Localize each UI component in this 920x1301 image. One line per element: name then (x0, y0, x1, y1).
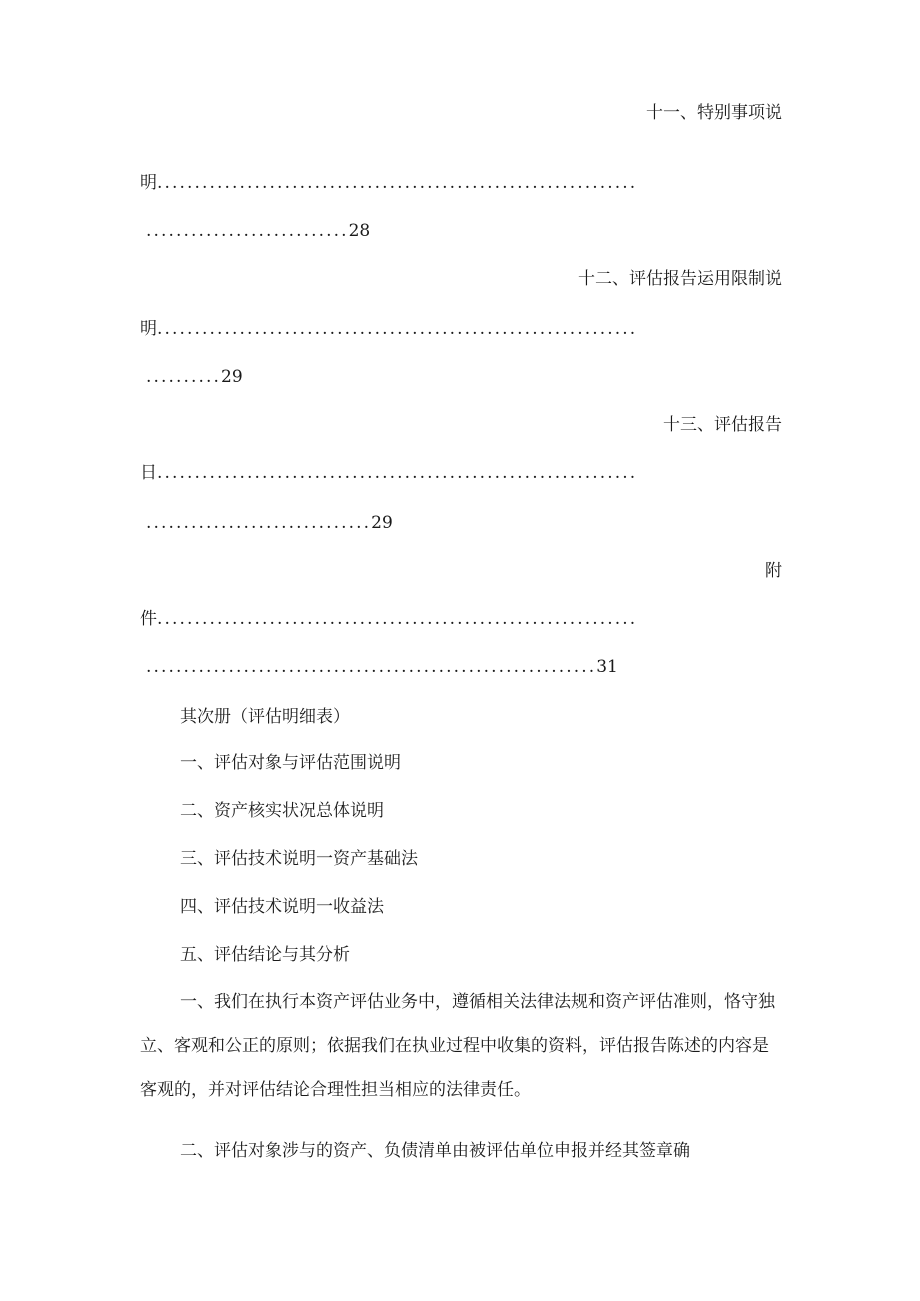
toc-item-13-page: 29 (371, 513, 393, 533)
volume2-item: 三、评估技术说明一资产基础法 (180, 849, 418, 869)
toc-item-11-cont: 明 (140, 173, 157, 193)
toc-item-11-page: 28 (348, 221, 371, 241)
toc-item-11-dots1: ................................................................ (157, 173, 638, 193)
toc-attachment-dots2: ............................................................ (146, 657, 597, 677)
toc-item-12-page: 29 (221, 367, 243, 387)
toc-attachment-leader-line1 (140, 608, 637, 630)
toc-item-13-leader-line1 (140, 462, 637, 484)
statement-paragraph-2: 二、评估对象涉与的资产、负债清单由被评估单位申报并经其签章确 (180, 1141, 690, 1161)
volume2-item: 四、评估技术说明一收益法 (180, 897, 384, 917)
toc-item-13-leader-line2 (146, 512, 393, 534)
toc-item-11-leader-line2 (146, 220, 370, 242)
toc-item-13-title: 十三、评估报告 (663, 415, 782, 435)
toc-attachment-cont: 件 (140, 609, 157, 629)
toc-item-12-leader-line2 (146, 366, 243, 388)
volume2-item: 五、评估结论与其分析 (180, 945, 350, 965)
toc-item-13-dots1: ................................................................ (157, 463, 638, 483)
volume2-heading: 其次册（评估明细表） (180, 707, 350, 727)
toc-item-12-title: 十二、评估报告运用限制说 (578, 269, 782, 289)
toc-item-12-dots2: .......... (146, 367, 222, 387)
volume2-item: 二、资产核实状况总体说明 (180, 801, 384, 821)
toc-item-13-dots2: .............................. (146, 513, 372, 533)
toc-item-11-title: 十一、特别事项说 (646, 103, 782, 123)
toc-attachment-dots1: ................................................................ (157, 609, 638, 629)
toc-item-12-dots1: ................................................................ (157, 319, 638, 339)
toc-item-12-leader-line1 (140, 318, 637, 340)
toc-attachment-page: 31 (596, 657, 618, 677)
toc-item-12-cont: 明 (140, 319, 157, 339)
toc-attachment-leader-line2 (146, 656, 618, 678)
volume2-item: 一、评估对象与评估范围说明 (180, 753, 401, 773)
toc-attachment-title: 附 (765, 561, 782, 581)
toc-item-11-leader-line1 (140, 172, 637, 194)
toc-item-11-dots2: ........................... (146, 221, 349, 241)
toc-item-13-cont: 日 (140, 463, 157, 483)
statement-paragraph-1: 一、我们在执行本资产评估业务中，遵循相关法律法规和资产评估准则，恪守独立、客观和公正的原则；依据我们在执业过程中收集的资料，评估报告陈述的内容是客观的，并对评估结论合理性担当相应的法律责任。 (140, 992, 775, 1100)
